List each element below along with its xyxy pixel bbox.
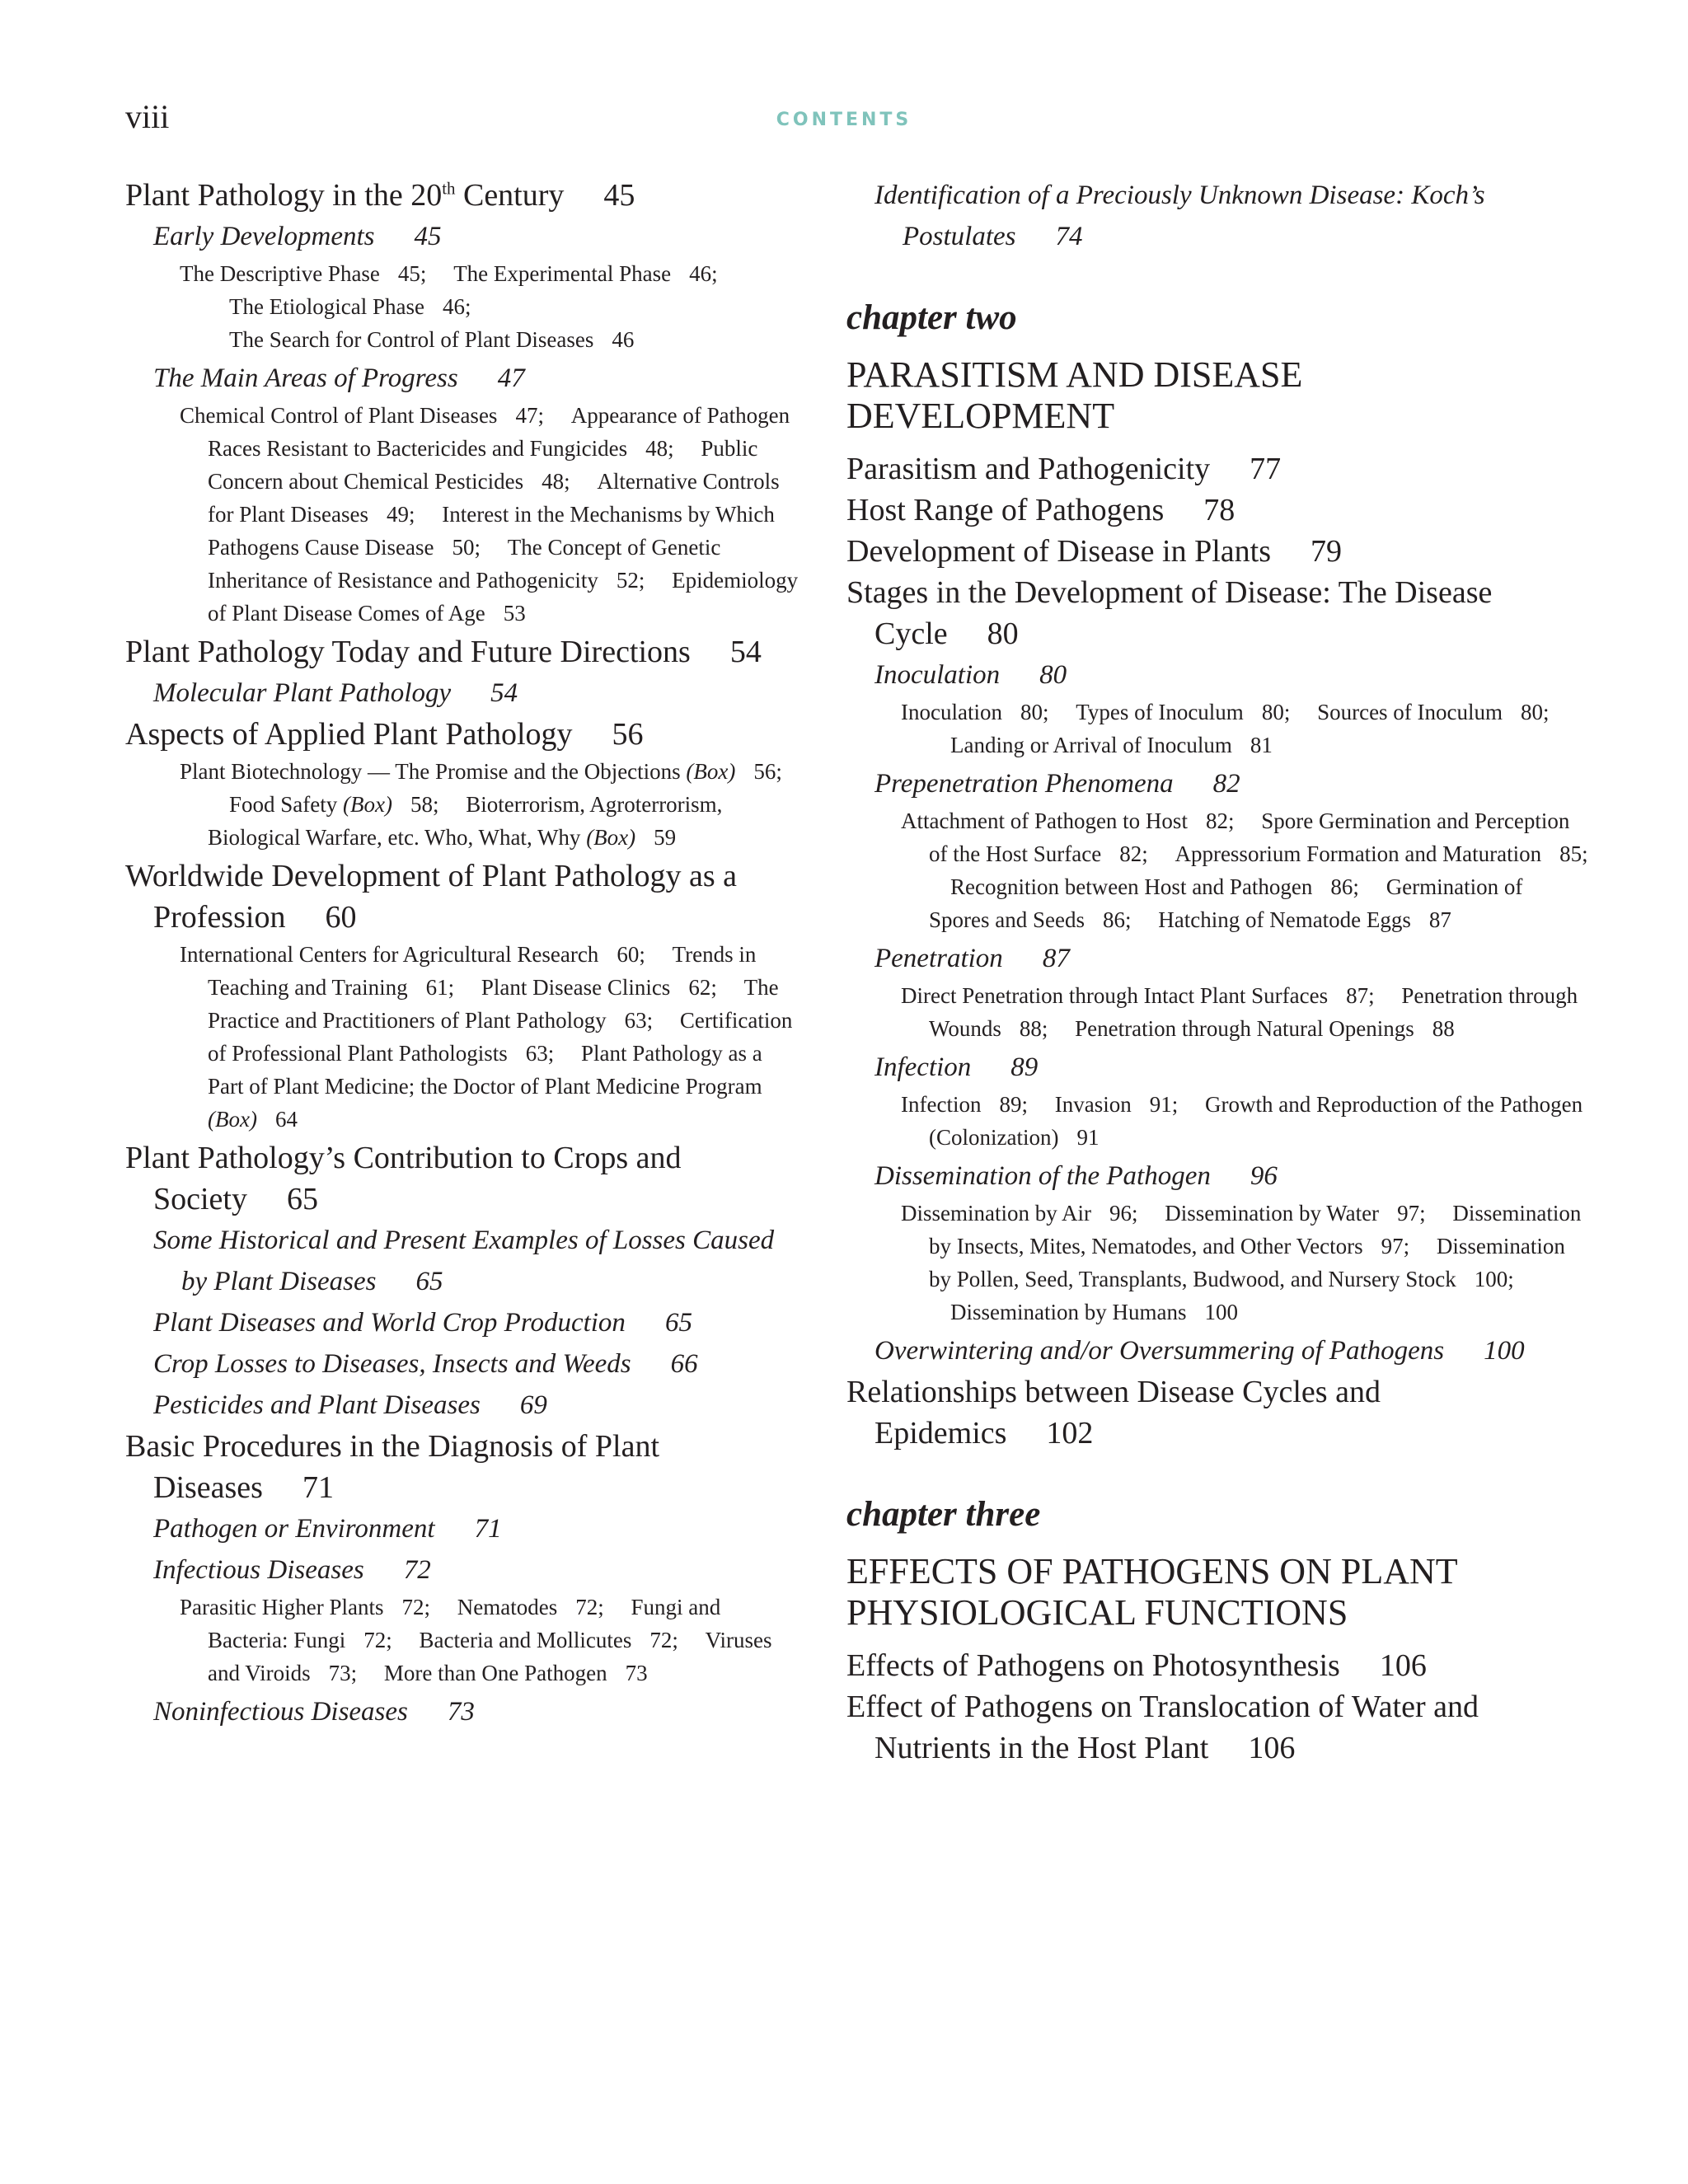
toc-topic: Alternative Controls for Plant Diseases 49; [208, 469, 780, 527]
toc-subentry: Some Historical and Present Examples of Losses Caused by Plant Diseases 65 [153, 1226, 775, 1296]
toc-entry: Effect of Pathogens on Translocation of Water and Nutrients in the Host Plant 106 [846, 1690, 1479, 1765]
toc-topic: Penetration through Wounds 88; [929, 983, 1578, 1041]
toc-topic: Certification of Professional Plant Pathologists 63; [208, 1008, 793, 1066]
toc-topic: Spore Germination and Perception of the Host Surface 82; [929, 808, 1570, 866]
toc-topic-list [125, 938, 801, 1136]
toc-subentry: Prepenetration Phenomena 82 [874, 769, 1240, 799]
toc-topic-list [846, 1197, 1588, 1329]
toc-topic: Bioterrorism, Agroterrorism, Biological Warfare, etc. Who, What, Why (Box) 59 [208, 792, 723, 850]
toc-topic: Landing or Arrival of Inoculum 81 [950, 733, 1273, 757]
toc-topic: Food Safety (Box) 58; [229, 792, 439, 817]
chapter-label: chapter three [846, 1495, 1041, 1534]
toc-topic: Viruses and Viroids 73; [208, 1628, 772, 1685]
toc-topic: The Etiological Phase 46; [229, 294, 471, 319]
toc-entry: Plant Pathology in the 20th Century 45 [125, 178, 635, 213]
toc-topic: Chemical Control of Plant Diseases 47; [180, 403, 544, 428]
toc-entry: Plant Pathology Today and Future Directions 54 [125, 635, 762, 669]
toc-entry: Parasitism and Pathogenicity 77 [846, 452, 1282, 486]
toc-topic: Epidemiology of Plant Disease Comes of Age 53 [208, 568, 799, 626]
toc-subentry: Early Developments 45 [153, 222, 442, 251]
toc-topic: Trends in Teaching and Training 61; [208, 942, 757, 1000]
toc-entry: Aspects of Applied Plant Pathology 56 [125, 717, 644, 752]
toc-subentry: The Main Areas of Progress 47 [153, 363, 525, 393]
toc-subentry: Noninfectious Diseases 73 [153, 1697, 475, 1727]
toc-entry: Development of Disease in Plants 79 [846, 534, 1343, 569]
toc-entry: Basic Procedures in the Diagnosis of Plant Diseases 71 [125, 1429, 660, 1505]
toc-entry: Worldwide Development of Plant Pathology as a Profession 60 [125, 859, 738, 935]
toc-topic: More than One Pathogen 73 [383, 1661, 648, 1685]
chapter-title: EFFECTS OF PATHOGENS ON PLANT PHYSIOLOGICAL FUNCTIONS [846, 1551, 1458, 1633]
toc-subentry: Plant Diseases and World Crop Production 65 [153, 1308, 692, 1338]
toc-subentry: Molecular Plant Pathology 54 [153, 678, 518, 708]
toc-topic: Infection 89; [901, 1092, 1028, 1117]
toc-subentry: Crop Losses to Diseases, Insects and Weeds 66 [153, 1349, 698, 1379]
toc-topic: Appressorium Formation and Maturation 85; [1175, 841, 1588, 866]
toc-topic-list [125, 257, 801, 356]
toc-topic: Plant Disease Clinics 62; [481, 975, 717, 1000]
toc-entry: Effects of Pathogens on Photosynthesis 106 [846, 1648, 1427, 1683]
toc-topic: Attachment of Pathogen to Host 82; [901, 808, 1235, 833]
toc-topic: Bacteria and Mollicutes 72; [419, 1628, 678, 1652]
toc-topic-list [846, 696, 1588, 762]
toc-topic: The Search for Control of Plant Diseases 46 [229, 327, 635, 352]
toc-topic: Parasitic Higher Plants 72; [180, 1595, 430, 1619]
toc-topic: The Concept of Genetic Inheritance of Resistance and Pathogenicity 52; [208, 535, 721, 593]
toc-entry: Relationships between Disease Cycles and Epidemics 102 [846, 1375, 1381, 1451]
toc-topic: Direct Penetration through Intact Plant Surfaces 87; [901, 983, 1375, 1008]
toc-subentry: Inoculation 80 [874, 660, 1067, 690]
toc-topic: Dissemination by Air 96; [901, 1201, 1138, 1226]
toc-subentry: Dissemination of the Pathogen 96 [874, 1161, 1278, 1191]
toc-topic: Recognition between Host and Pathogen 86; [950, 874, 1359, 899]
toc-topic: The Practice and Practitioners of Plant Pathology 63; [208, 975, 779, 1033]
toc-topic: International Centers for Agricultural Research 60; [180, 942, 645, 967]
toc-topic: Plant Pathology as a Part of Plant Medicine; the Doctor of Plant Medicine Program (Box) 64 [208, 1041, 762, 1132]
toc-topic: Dissemination by Insects, Mites, Nematodes, and Other Vectors 97; [929, 1201, 1582, 1258]
toc-topic-list [125, 1591, 801, 1690]
toc-topic: Interest in the Mechanisms by Which Pathogens Cause Disease 50; [208, 502, 775, 560]
toc-topic: Dissemination by Water 97; [1165, 1201, 1426, 1226]
toc-subentry: Infection 89 [874, 1052, 1039, 1082]
toc-topic-list [846, 804, 1588, 936]
toc-topic: Dissemination by Pollen, Seed, Transplants, Budwood, and Nursery Stock 100; [929, 1234, 1565, 1291]
toc-entry: Stages in the Development of Disease: The Disease Cycle 80 [846, 575, 1493, 651]
toc-topic: Dissemination by Humans 100 [950, 1300, 1238, 1324]
contents-left-column [125, 175, 801, 1732]
toc-topic: Hatching of Nematode Eggs 87 [1158, 907, 1451, 932]
toc-topic-list [125, 399, 801, 630]
toc-subentry: Pathogen or Environment 71 [153, 1514, 502, 1544]
toc-subentry: Overwintering and/or Oversummering of Pathogens 100 [874, 1336, 1525, 1366]
toc-topic-list [846, 979, 1588, 1045]
toc-topic: Inoculation 80; [901, 700, 1049, 724]
toc-topic: Penetration through Natural Openings 88 [1075, 1016, 1455, 1041]
chapter-label: chapter two [846, 298, 1017, 337]
toc-subentry: Penetration 87 [874, 944, 1070, 973]
toc-topic: Plant Biotechnology — The Promise and the Objections (Box) 56; [180, 759, 782, 784]
toc-topic: The Experimental Phase 46; [453, 261, 718, 286]
toc-subentry: Identification of a Preciously Unknown Disease: Koch’s Postulates 74 [874, 180, 1485, 251]
page-number: viii [125, 98, 170, 135]
toc-topic: Public Concern about Chemical Pesticides 48; [208, 436, 758, 494]
toc-subentry: Pesticides and Plant Diseases 69 [153, 1390, 547, 1420]
toc-topic: Sources of Inoculum 80; [1317, 700, 1550, 724]
toc-topic: Invasion 91; [1054, 1092, 1179, 1117]
toc-topic-list [125, 755, 801, 854]
toc-topic: Fungi and Bacteria: Fungi 72; [208, 1595, 721, 1652]
contents-right-column [846, 175, 1588, 1769]
toc-entry: Plant Pathology’s Contribution to Crops and Society 65 [125, 1141, 682, 1216]
toc-topic: Germination of Spores and Seeds 86; [929, 874, 1523, 932]
toc-topic: Nematodes 72; [457, 1595, 604, 1619]
chapter-title: PARASITISM AND DISEASE DEVELOPMENT [846, 354, 1303, 436]
running-head: CONTENTS [776, 110, 912, 130]
toc-topic: Appearance of Pathogen Races Resistant to Bactericides and Fungicides 48; [208, 403, 790, 461]
toc-subentry: Infectious Diseases 72 [153, 1555, 431, 1585]
toc-topic-list [846, 1088, 1588, 1154]
toc-topic: Growth and Reproduction of the Pathogen (Colonization) 91 [929, 1092, 1583, 1150]
toc-topic: Types of Inoculum 80; [1076, 700, 1291, 724]
toc-topic: The Descriptive Phase 45; [180, 261, 427, 286]
toc-entry: Host Range of Pathogens 78 [846, 493, 1236, 527]
